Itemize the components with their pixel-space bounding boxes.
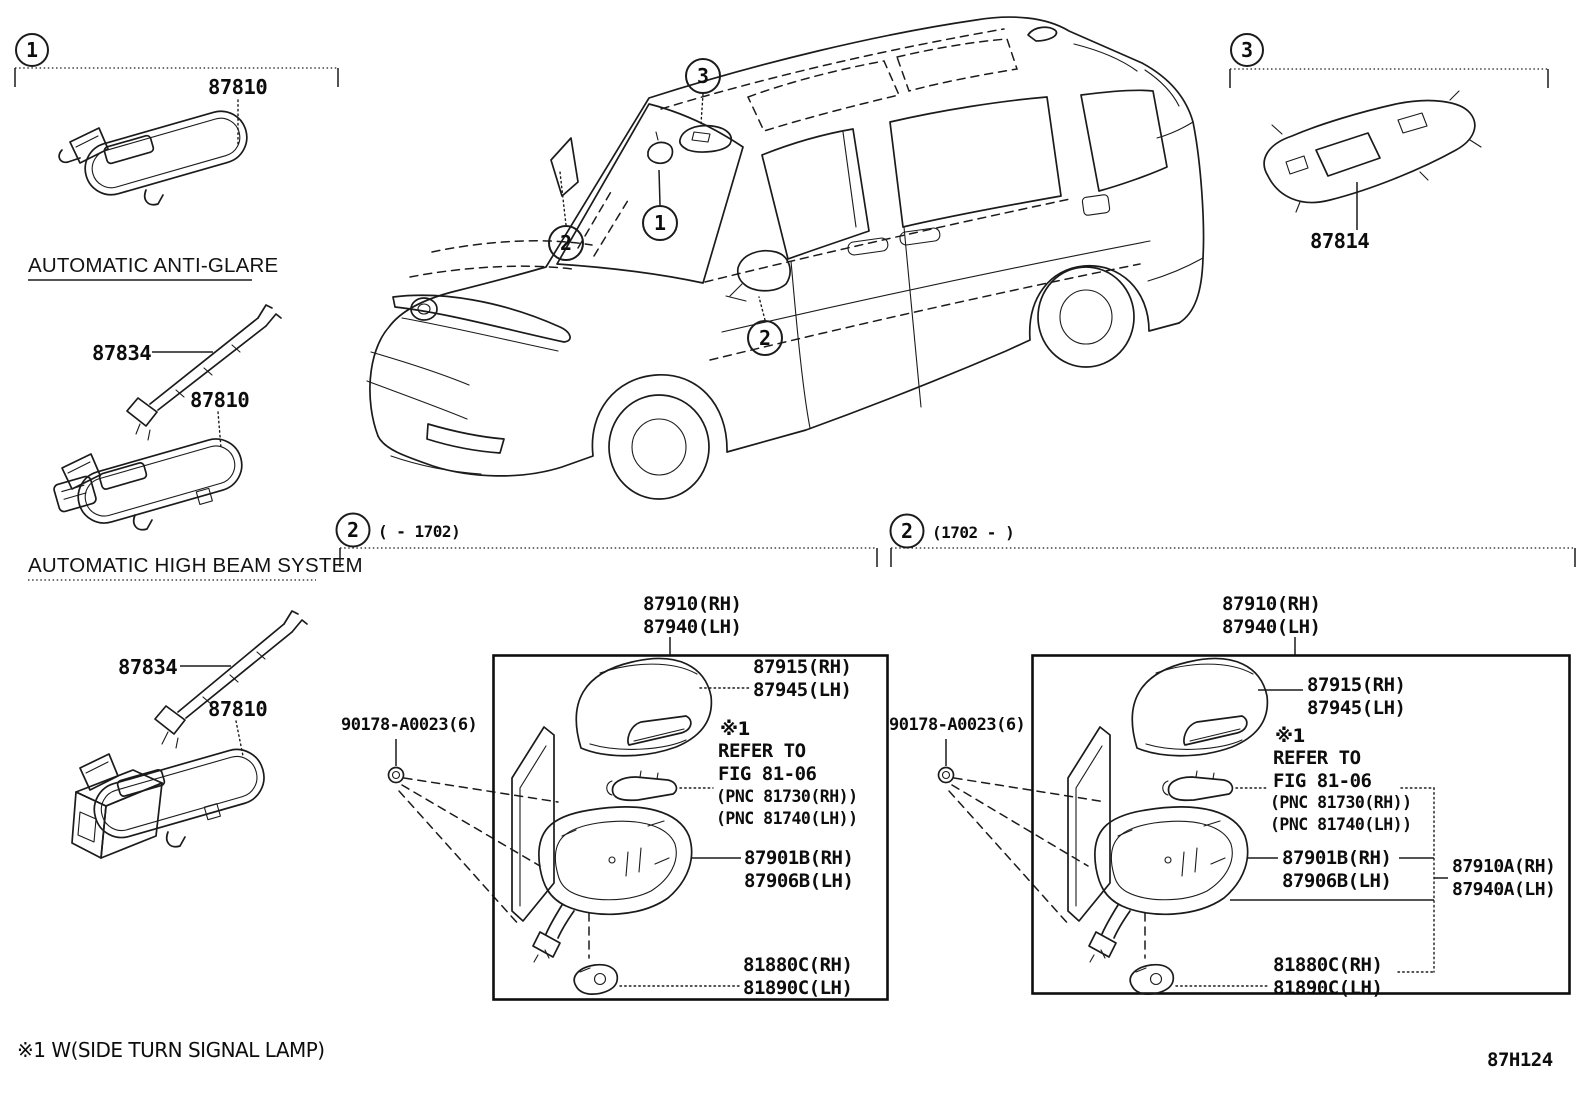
wire-prongs bbox=[284, 611, 307, 632]
cover-label-rh: 87915(RH) bbox=[753, 656, 852, 678]
map-light-outline bbox=[1264, 101, 1475, 203]
outer-mirror-group-late bbox=[889, 515, 1575, 1000]
section-3-bracket-ticks bbox=[1230, 69, 1548, 88]
part-label-87810: 87810 bbox=[208, 75, 268, 99]
mount-wedge bbox=[70, 128, 108, 163]
bumper-curves bbox=[367, 352, 469, 419]
inner-mirror-standard-art bbox=[59, 105, 253, 205]
cover-label-lh: 87945(LH) bbox=[753, 679, 852, 701]
interior-mirror-stalk bbox=[656, 132, 658, 140]
part-label-87834: 87834 bbox=[118, 655, 178, 679]
pnc-lh: (PNC 81740(LH)) bbox=[1270, 815, 1412, 834]
mirror-outline bbox=[88, 743, 270, 844]
assy-label-lh: 87940(LH) bbox=[643, 616, 742, 638]
door-gaps bbox=[791, 227, 921, 428]
outer-mirror-group-early bbox=[337, 514, 888, 1000]
note-mark: ※1 bbox=[1275, 726, 1305, 747]
mirror-stalk bbox=[99, 462, 148, 490]
bracket-early-ticks bbox=[340, 548, 877, 567]
sunroof-front bbox=[748, 61, 899, 131]
mount-wedge bbox=[62, 454, 100, 489]
fog-slot bbox=[427, 424, 504, 453]
mirror-tab bbox=[134, 515, 152, 530]
a-pillar-trim bbox=[551, 138, 578, 196]
door-mirror bbox=[738, 251, 790, 291]
callout-2-early-number[interactable]: 2 bbox=[346, 518, 360, 542]
callout-3-number[interactable]: 3 bbox=[1240, 38, 1254, 62]
overhead-console-small bbox=[680, 126, 731, 152]
heading-high-beam: AUTOMATIC HIGH BEAM SYSTEM bbox=[28, 554, 363, 577]
body-label-rh: 87901B(RH) bbox=[744, 847, 854, 869]
bolt-label: 90178-A0023(6) bbox=[889, 715, 1026, 735]
bolt-nut bbox=[939, 768, 954, 783]
front-window-divider bbox=[843, 132, 856, 227]
part-label-87814: 87814 bbox=[1310, 229, 1370, 253]
sunroof-rear bbox=[897, 39, 1017, 91]
van-callout-1-leader bbox=[659, 170, 660, 205]
assy-label-lh: 87940(LH) bbox=[1222, 616, 1321, 638]
windshield bbox=[557, 104, 743, 283]
section-1-bracket-ticks bbox=[15, 68, 338, 87]
wire-87834-art bbox=[155, 611, 307, 748]
assy2-label-rh: 87910A(RH) bbox=[1452, 856, 1556, 877]
map-light-switch bbox=[1398, 113, 1427, 133]
assy-label-rh: 87910(RH) bbox=[643, 593, 742, 615]
front-door-window bbox=[762, 129, 869, 259]
cover-label-rh: 87915(RH) bbox=[1307, 674, 1406, 696]
note-line2: FIG 81-06 bbox=[718, 763, 817, 785]
rear-wheel-hub bbox=[1060, 290, 1112, 344]
bracket-late-ticks bbox=[891, 548, 1575, 567]
rear-wheel bbox=[1038, 267, 1134, 367]
roof-antenna bbox=[1028, 27, 1056, 41]
note-line2: FIG 81-06 bbox=[1273, 770, 1372, 792]
van-callout-2-front-leader bbox=[560, 172, 566, 225]
mirror-assembly-art bbox=[512, 659, 711, 995]
van-callout-1-number[interactable]: 1 bbox=[653, 211, 667, 235]
bolt-dashed-leaders bbox=[399, 778, 558, 926]
front-wheel bbox=[609, 395, 709, 499]
inner-mirror-anti-glare-art bbox=[53, 433, 248, 530]
heading-anti-glare: AUTOMATIC ANTI-GLARE bbox=[28, 254, 279, 277]
body-label-rh: 87901B(RH) bbox=[1282, 847, 1392, 869]
range-early: ( - 1702) bbox=[378, 522, 461, 541]
fuel-lid bbox=[1082, 194, 1110, 215]
map-light-lens bbox=[1316, 133, 1380, 176]
assy-label-rh: 87910(RH) bbox=[1222, 593, 1321, 615]
map-light-art bbox=[1264, 91, 1481, 212]
note-line1: REFER TO bbox=[1273, 747, 1361, 769]
part-label-87834: 87834 bbox=[92, 341, 152, 365]
bumper-lip bbox=[391, 456, 481, 474]
van-underbody bbox=[378, 266, 1179, 476]
lamp-label-lh: 81890C(LH) bbox=[743, 977, 853, 999]
bolt-dashed-leaders bbox=[949, 778, 1106, 926]
bolt-nut-inner bbox=[393, 772, 400, 779]
van-callout-3-number[interactable]: 3 bbox=[696, 64, 710, 88]
body-label-lh: 87906B(LH) bbox=[744, 870, 854, 892]
wire-connector-pins bbox=[136, 424, 150, 440]
rear-bumper-line bbox=[1148, 258, 1203, 281]
section-inner-mirror bbox=[15, 34, 338, 280]
lamp-label-rh: 81880C(RH) bbox=[1273, 954, 1383, 976]
part-label-87810: 87810 bbox=[208, 697, 268, 721]
van-callout-3-leader bbox=[701, 94, 703, 124]
van-callout-2-side-leader bbox=[759, 297, 765, 320]
lamp-label-lh: 81890C(LH) bbox=[1273, 977, 1383, 999]
mirror-assembly-art bbox=[1068, 659, 1267, 995]
wire-prongs bbox=[258, 305, 281, 326]
inner-mirror-high-beam-art bbox=[72, 743, 270, 858]
note-mark: ※1 bbox=[720, 719, 750, 740]
van-callout-2-side-number[interactable]: 2 bbox=[758, 326, 772, 350]
mirror-tab bbox=[167, 832, 185, 847]
leader-87810 bbox=[218, 412, 221, 448]
wire-connector-pins bbox=[162, 732, 178, 748]
map-light-switch-2 bbox=[1286, 156, 1308, 174]
interior-mirror-small bbox=[648, 142, 673, 163]
van-outline bbox=[370, 17, 1204, 436]
bolt-label: 90178-A0023(6) bbox=[341, 715, 478, 735]
footnote: ※1 W(SIDE TURN SIGNAL LAMP) bbox=[17, 1038, 325, 1062]
van-illustration bbox=[367, 17, 1204, 499]
quarter-window bbox=[1081, 90, 1167, 191]
camera-window bbox=[78, 812, 96, 842]
windshield-reflections bbox=[578, 190, 630, 256]
cover-label-lh: 87945(LH) bbox=[1307, 697, 1406, 719]
body-crease-hidden bbox=[710, 264, 1140, 360]
door-mirror-stalk bbox=[726, 284, 746, 301]
mirror-tab bbox=[145, 190, 163, 205]
camera-box-front bbox=[72, 792, 106, 858]
bolt-nut bbox=[389, 768, 404, 783]
pnc-lh: (PNC 81740(LH)) bbox=[716, 809, 858, 828]
roof-hidden-line bbox=[661, 29, 1004, 109]
van-callout-2-front-number[interactable]: 2 bbox=[559, 231, 573, 255]
drawing-code: 87H124 bbox=[1487, 1049, 1553, 1071]
bolt-nut-inner bbox=[943, 772, 950, 779]
assy2-label-lh: 87940A(LH) bbox=[1452, 879, 1556, 900]
body-label-lh: 87906B(LH) bbox=[1282, 870, 1392, 892]
beltline-hidden bbox=[705, 199, 1070, 282]
note-line1: REFER TO bbox=[718, 740, 806, 762]
pnc-rh: (PNC 81730(RH)) bbox=[716, 787, 858, 806]
lamp-label-rh: 81880C(RH) bbox=[743, 954, 853, 976]
section-map-light bbox=[1230, 34, 1548, 253]
mirror-plug bbox=[53, 475, 97, 512]
section-inner-mirror-anti-glare bbox=[28, 305, 363, 580]
sliding-door-window bbox=[890, 97, 1061, 227]
wire-87834-art bbox=[127, 305, 281, 440]
pnc-rh: (PNC 81730(RH)) bbox=[1270, 793, 1412, 812]
front-wheel-hub bbox=[632, 419, 686, 475]
part-label-87810: 87810 bbox=[190, 388, 250, 412]
callout-1-number[interactable]: 1 bbox=[25, 38, 39, 62]
overhead-console-detail bbox=[692, 132, 710, 142]
section-inner-mirror-high-beam bbox=[72, 611, 307, 858]
callout-2-late-number[interactable]: 2 bbox=[900, 519, 914, 543]
range-late: (1702 - ) bbox=[932, 523, 1015, 542]
